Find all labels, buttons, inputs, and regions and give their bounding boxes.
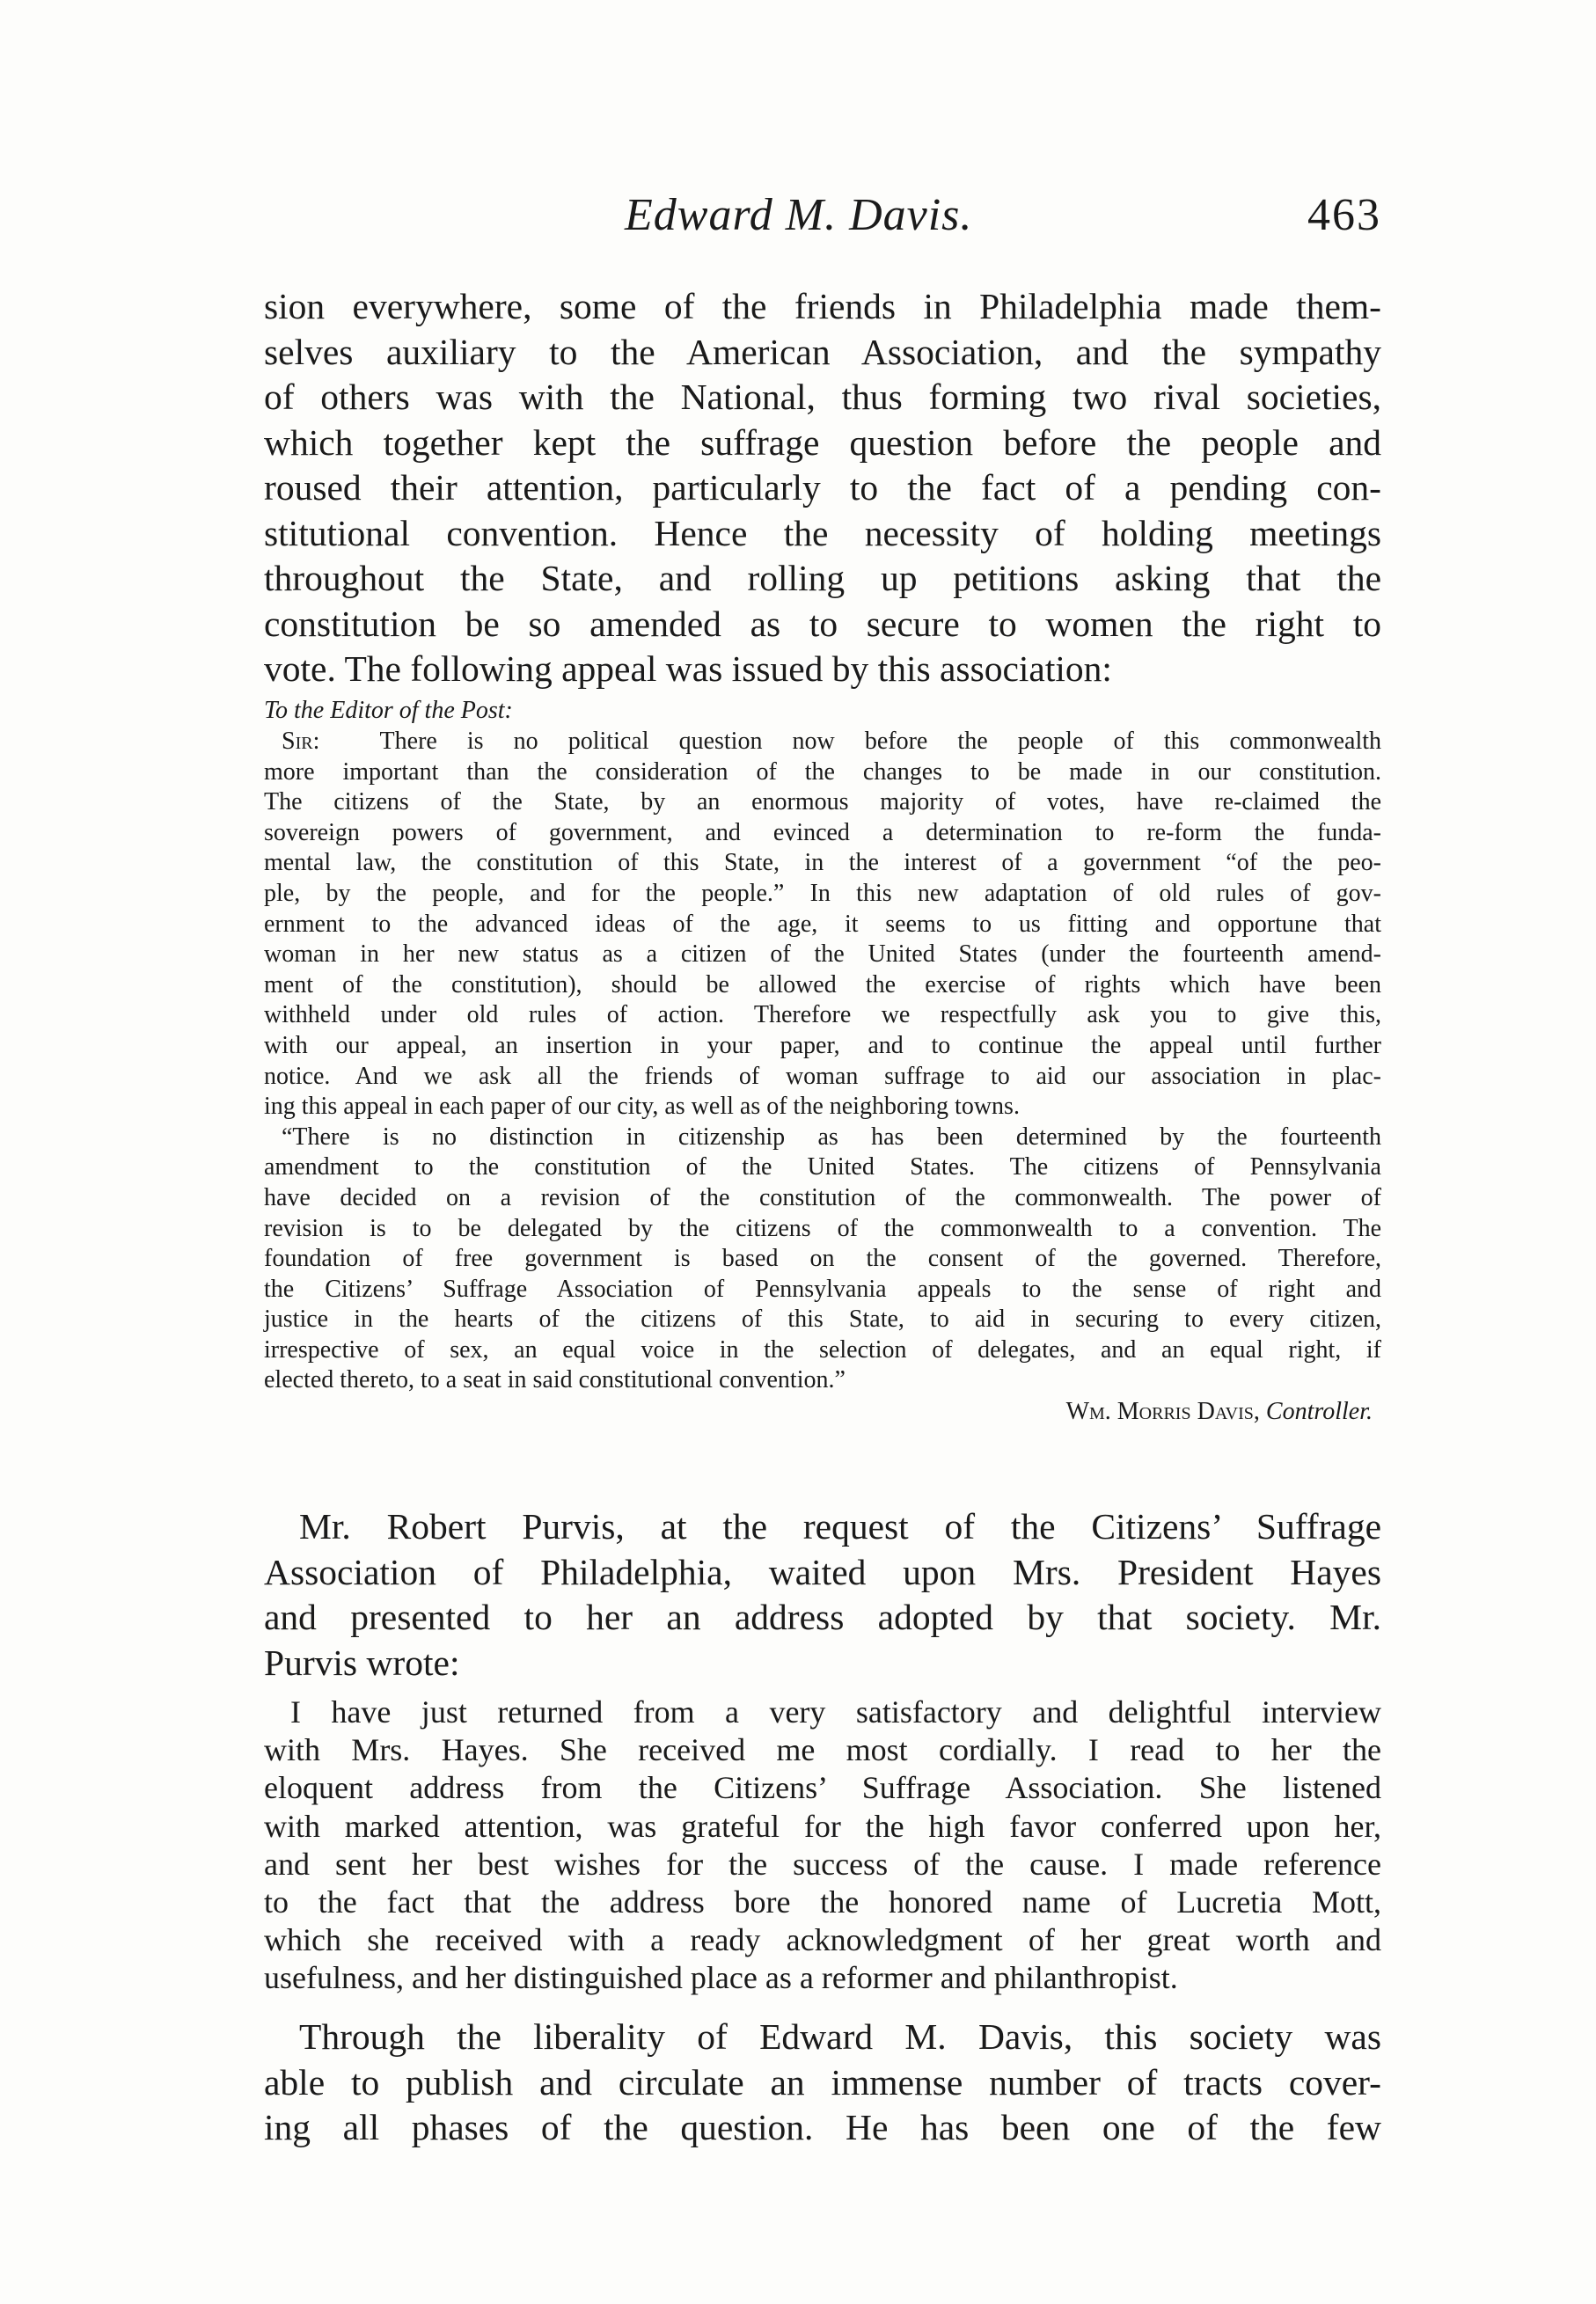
- text-line: with our appeal, an insertion in your paper, and to continue the appeal until further: [264, 1031, 1381, 1059]
- text-line: to the fact that the address bore the honored name of Lucretia Mott,: [264, 1884, 1381, 1920]
- text-line: stitutional convention. Hence the necessity of holding meetings: [264, 512, 1381, 553]
- signature-title: Controller.: [1265, 1398, 1373, 1426]
- letter-to-editor: [264, 695, 1381, 1428]
- text-line: ing all phases of the question. He has been one of the few: [264, 2107, 1381, 2147]
- text-span: There is no political question now before the people of this commonwealth: [379, 728, 1382, 755]
- page-number: 463: [1307, 190, 1381, 240]
- signature: [264, 1396, 1381, 1428]
- text-line: withheld under old rules of action. Therefore we respectfully ask you to give this,: [264, 1001, 1381, 1029]
- paragraph-1: [264, 284, 1381, 692]
- running-title: Edward M. Davis.: [625, 190, 973, 240]
- text-line: Through the liberality of Edward M. Davis, this society was: [299, 2016, 1381, 2057]
- text-line: woman in her new status as a citizen of the United States (under the fourteenth amend-: [264, 940, 1381, 969]
- text-line: which she received with a ready acknowledgment of her great worth and: [264, 1922, 1381, 1958]
- text-line: with marked attention, was grateful for the high favor conferred upon her,: [264, 1808, 1381, 1844]
- text-line: ing this appeal in each paper of our city, as well as of the neighboring towns.: [264, 1093, 1020, 1121]
- text-line: sovereign powers of government, and evinced a determination to re-form the funda-: [264, 818, 1381, 846]
- text-line: justice in the hearts of the citizens of this State, to aid in securing to every citizen,: [264, 1306, 1381, 1334]
- text-line: “There is no distinction in citizenship as has been determined by the fourteenth: [282, 1123, 1381, 1151]
- text-line: foundation of free government is based on the consent of the governed. Therefore,: [264, 1245, 1381, 1273]
- text-line: selves auxiliary to the American Association, and the sympathy: [264, 331, 1381, 372]
- text-line: able to publish and circulate an immense number of tracts cover-: [264, 2061, 1381, 2103]
- text-line: eloquent address from the Citizens’ Suffrage Association. She listened: [264, 1770, 1381, 1806]
- text-line: ment of the constitution), should be allowed the exercise of rights which have been: [264, 970, 1381, 998]
- text-line: the Citizens’ Suffrage Association of Pennsylvania appeals to the sense of right and: [264, 1275, 1381, 1303]
- text-line: with Mrs. Hayes. She received me most cordially. I read to her the: [264, 1732, 1381, 1768]
- text-line: notice. And we ask all the friends of woman suffrage to aid our association in plac-: [264, 1062, 1381, 1090]
- text-line: of others was with the National, thus forming two rival societies,: [264, 377, 1381, 417]
- text-line: mental law, the constitution of this State, in the interest of a government “of the peo-: [264, 849, 1381, 877]
- text-line: The citizens of the State, by an enormous majority of votes, have re-claimed the: [264, 788, 1381, 816]
- salutation: To the Editor of the Post:: [264, 697, 513, 724]
- text-line: sion everywhere, some of the friends in Philadelphia made them-: [264, 286, 1381, 326]
- paragraph-3: [264, 2015, 1381, 2151]
- text-line: amendment to the constitution of the United States. The citizens of Pennsylvania: [264, 1153, 1381, 1181]
- text-line: which together kept the suffrage question before the people and: [264, 421, 1381, 463]
- signature-name: Wm. Morris Davis,: [1065, 1398, 1260, 1426]
- text-line: roused their attention, particularly to the fact of a pending con-: [264, 467, 1381, 508]
- text-line: and sent her best wishes for the success of the cause. I made reference: [264, 1846, 1381, 1882]
- letter-body: [264, 727, 1381, 1396]
- sir-label: Sir:: [282, 728, 320, 755]
- text-line: usefulness, and her distinguished place as a reformer and philanthropist.: [264, 1960, 1178, 1996]
- text-line: Mr. Robert Purvis, at the request of the Citizens’ Suffrage: [299, 1506, 1381, 1547]
- text-line: Association of Philadelphia, waited upon Mrs. President Hayes: [264, 1551, 1381, 1592]
- paragraph-2: [264, 1504, 1381, 1686]
- text-line: Purvis wrote:: [264, 1642, 460, 1683]
- text-line: and presented to her an address adopted by that society. Mr.: [264, 1597, 1381, 1637]
- text-line: ple, by the people, and for the people.” In this new adaptation of old rules of gov-: [264, 879, 1381, 907]
- text-line: elected thereto, to a seat in said constitutional convention.”: [264, 1366, 846, 1394]
- text-line: revision is to be delegated by the citizens of the commonwealth to a convention. The: [264, 1214, 1381, 1242]
- text-line: ernment to the advanced ideas of the age, it seems to us fitting and opportune that: [264, 910, 1381, 938]
- text-line: [264, 727, 1381, 757]
- purvis-quote: [264, 1693, 1381, 1998]
- text-line: I have just returned from a very satisfactory and delightful interview: [290, 1694, 1381, 1730]
- text-line: more important than the consideration of the changes to be made in our constitution.: [264, 757, 1381, 786]
- running-head: [264, 189, 1381, 251]
- text-line: have decided on a revision of the constitution of the commonwealth. The power of: [264, 1183, 1381, 1211]
- text-line: vote. The following appeal was issued by this association:: [264, 648, 1112, 689]
- text-line: irrespective of sex, an equal voice in the selection of delegates, and an equal right, if: [264, 1335, 1381, 1364]
- text-line: throughout the State, and rolling up petitions asking that the: [264, 558, 1381, 598]
- text-line: constitution be so amended as to secure to women the right to: [264, 603, 1381, 644]
